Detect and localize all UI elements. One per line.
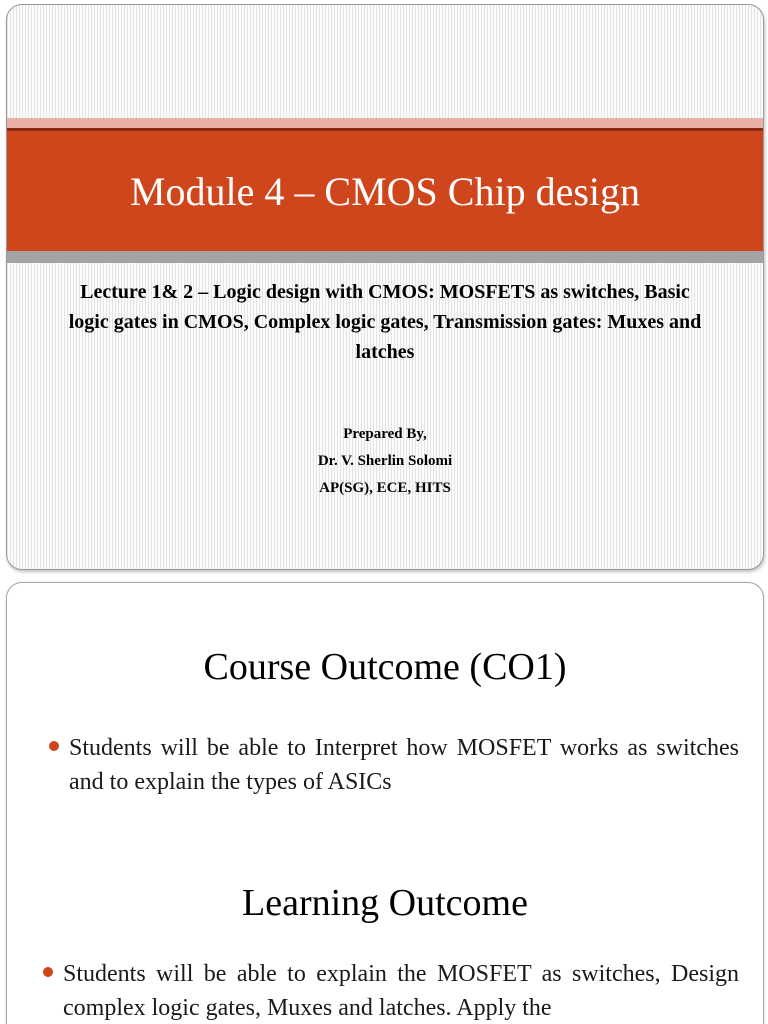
course-outcome-bullet (49, 731, 739, 799)
title-bottom-bar (7, 251, 763, 263)
title-band (7, 131, 763, 251)
title-slide (6, 4, 764, 570)
bullet-dot-icon (49, 741, 59, 751)
prepared-by-label: Prepared By, (343, 426, 427, 442)
bullet-dot-icon (43, 967, 53, 977)
author-name: Dr. V. Sherlin Solomi (317, 453, 453, 469)
outcome-slide (6, 582, 764, 1024)
lecture-subtitle: Lecture 1& 2 – Logic design with CMOS: MOSFETS as switches, Basic logic gates in CMOS, Complex logic gates, Transmission gates: Muxes and latches (68, 281, 702, 363)
title-top-accent-strip (7, 118, 763, 128)
course-outcome-heading: Course Outcome (CO1) (203, 646, 567, 688)
learning-outcome-bullet (43, 957, 739, 1024)
author-affiliation: AP(SG), ECE, HITS (319, 480, 451, 496)
author-block (7, 421, 763, 502)
learning-outcome-heading: Learning Outcome (242, 882, 528, 924)
course-outcome-text: Students will be able to Interpret how MOSFET works as switches and to explain the types of ASICs (69, 735, 739, 795)
slide-title: Module 4 – CMOS Chip design (129, 168, 641, 214)
learning-outcome-text: Students will be able to explain the MOSFET as switches, Design complex logic gates, Muxes and latches. Apply the (63, 961, 739, 1021)
